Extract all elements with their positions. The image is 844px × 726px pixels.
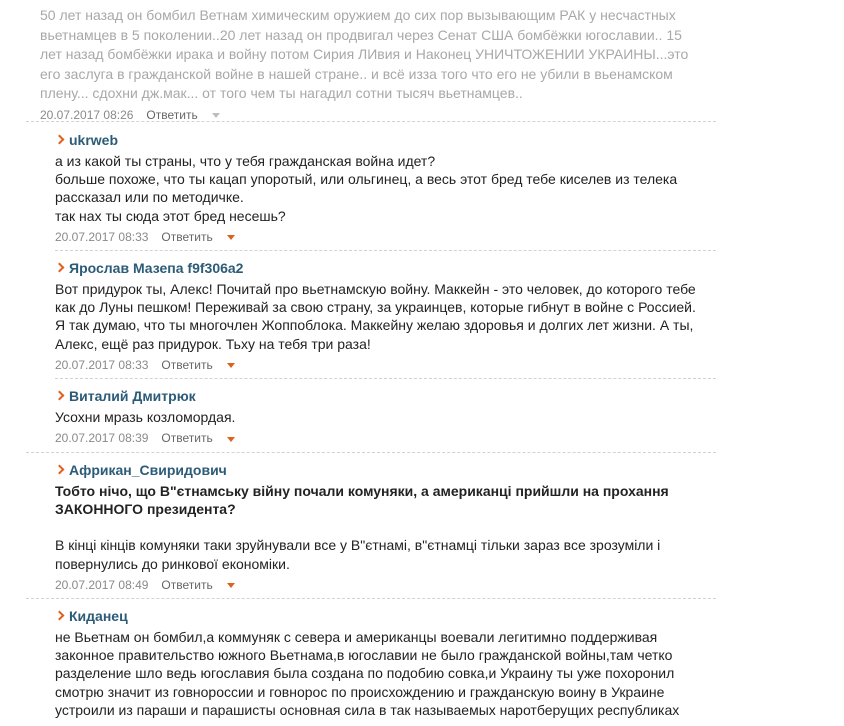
comment-header xyxy=(55,258,715,278)
comment xyxy=(55,606,715,719)
comment-meta xyxy=(55,357,715,373)
text-line: Тобто нічо, що В"єтнамську війну почали комуняки, а американці прийшли на прохання xyxy=(55,483,669,499)
divider xyxy=(26,121,716,122)
comment xyxy=(55,386,715,446)
parent-comment-text xyxy=(40,6,712,104)
chevron-down-icon[interactable] xyxy=(212,113,220,118)
comment xyxy=(55,130,715,245)
comment-meta xyxy=(55,577,715,593)
author-name[interactable]: Африкан_Свиридович xyxy=(69,462,227,478)
comment-meta xyxy=(55,430,715,446)
text-line: а из какой ты страны, что у тебя гражданская война идет? xyxy=(55,153,436,169)
chevron-down-icon[interactable] xyxy=(227,235,235,240)
comment-header xyxy=(55,130,715,150)
divider xyxy=(55,250,716,251)
text-line: плену... сдохни дж.мак... от того чем ты нагадил сотни тысяч вьетнамцев.. xyxy=(40,85,523,101)
comment-header xyxy=(55,386,715,406)
reply-link[interactable]: Ответить xyxy=(161,229,213,244)
comment-text xyxy=(55,628,715,719)
comment-text xyxy=(55,408,715,426)
comment-header xyxy=(55,606,715,626)
comment-date: 20.07.2017 08:39 xyxy=(55,431,149,446)
reply-link[interactable]: Ответить xyxy=(161,577,213,592)
text-line: его заслуга в гражданской войне в нашей стране.. и всё изза того что его не убили в вьенамском xyxy=(40,65,673,82)
text-line: Я так думаю, что ты многочлен Жоппоблока. Маккейну желаю здоровья и долгих лет жизни. А ты, xyxy=(55,317,694,334)
author-name[interactable]: ukrweb xyxy=(69,132,119,148)
chevron-down-icon[interactable] xyxy=(227,363,235,368)
text-line: как до Луны пешком! Переживай за свою страну, за украинцев, которые гибнут в войне с Россией. xyxy=(55,299,696,316)
text-line: рассказал или по методичке. xyxy=(55,189,244,206)
reply-link[interactable]: Ответить xyxy=(161,431,213,446)
chevron-right-icon xyxy=(55,463,64,477)
author-name[interactable]: Киданец xyxy=(69,608,128,624)
comment-text xyxy=(55,152,715,225)
divider xyxy=(26,452,716,453)
chevron-right-icon xyxy=(55,261,64,275)
comment xyxy=(55,460,715,593)
text-line: Усохни мразь козломордая. xyxy=(55,409,236,425)
text-line: вьетнамцев в 5 поколении..20 лет назад он продвигал через Сенат США бомбёжки югославии.. 15 xyxy=(40,26,682,43)
comment-meta xyxy=(55,229,715,245)
chevron-down-icon[interactable] xyxy=(227,583,235,588)
reply-link[interactable]: Ответить xyxy=(161,357,213,372)
divider xyxy=(55,378,716,379)
text-line: больше похоже, что ты кацап упоротый, или ольгинец, а весь этот бред тебе киселев из телека xyxy=(55,171,678,188)
chevron-right-icon xyxy=(55,609,64,623)
reply-link[interactable]: Ответить xyxy=(146,107,198,122)
text-line: не Вьетнам он бомбил,а коммуняк с севера и американцы воевали легитимно поддерживая xyxy=(55,629,658,645)
text-line: Алекс, ещё раз придурок. Тьху на тебя три раза! xyxy=(55,335,371,352)
text-line: Вот придурок ты, Алекс! Почитай про вьетнамскую войну. Маккейн - это человек, до которого тебе xyxy=(55,281,696,297)
comment-date: 20.07.2017 08:33 xyxy=(55,357,149,372)
text-line: устроили из параши и парашисты основная сила в так называемых наротберущих республиках xyxy=(55,701,680,718)
text-line: разделение шло ведь югославия была создана по подобию совка,и Украину ты уже похоронил xyxy=(55,665,675,682)
text-line: законное правительство южного Вьетнама,в югославии не было гражданской войны,там четко xyxy=(55,647,673,664)
chevron-right-icon xyxy=(55,133,64,147)
text-line: В кінці кінців комуняки таки зруйнували все у В"єтнамі, в"єтнамці тільки зараз все зрозуміли і xyxy=(55,537,661,554)
text-line: 50 лет назад он бомбил Ветнам химическим оружием до сих пор вызывающим РАК у несчастных xyxy=(40,7,676,23)
comment-text xyxy=(55,280,715,353)
text-line: так нах ты сюда этот бред несешь? xyxy=(55,207,286,224)
comment-text xyxy=(55,482,715,573)
author-name[interactable]: Виталий Дмитрюк xyxy=(69,388,196,404)
comment-date: 20.07.2017 08:33 xyxy=(55,229,149,244)
text-line: лет назад бомбёжки ирака и войну потом Сирия ЛИвия и Наконец УНИЧТОЖЕНИИ УКРАИНЫ...это xyxy=(40,46,689,62)
chevron-down-icon[interactable] xyxy=(227,437,235,442)
comment-date: 20.07.2017 08:26 xyxy=(40,107,134,122)
comment xyxy=(55,258,715,373)
divider xyxy=(26,598,716,599)
text-line: ЗАКОННОГО президента? xyxy=(55,501,236,518)
comment-date: 20.07.2017 08:49 xyxy=(55,577,149,592)
parent-comment xyxy=(40,6,712,123)
text-line: смотрю значит из говнороссии и говнорос по происхождению и гражданскую воину в Украине xyxy=(55,683,665,700)
text-line: повернулись до ринкової економіки. xyxy=(55,555,290,572)
comment-header xyxy=(55,460,715,480)
paragraph-gap xyxy=(55,518,715,536)
chevron-right-icon xyxy=(55,389,64,403)
author-name[interactable]: Ярослав Мазепа f9f306a2 xyxy=(69,260,244,276)
